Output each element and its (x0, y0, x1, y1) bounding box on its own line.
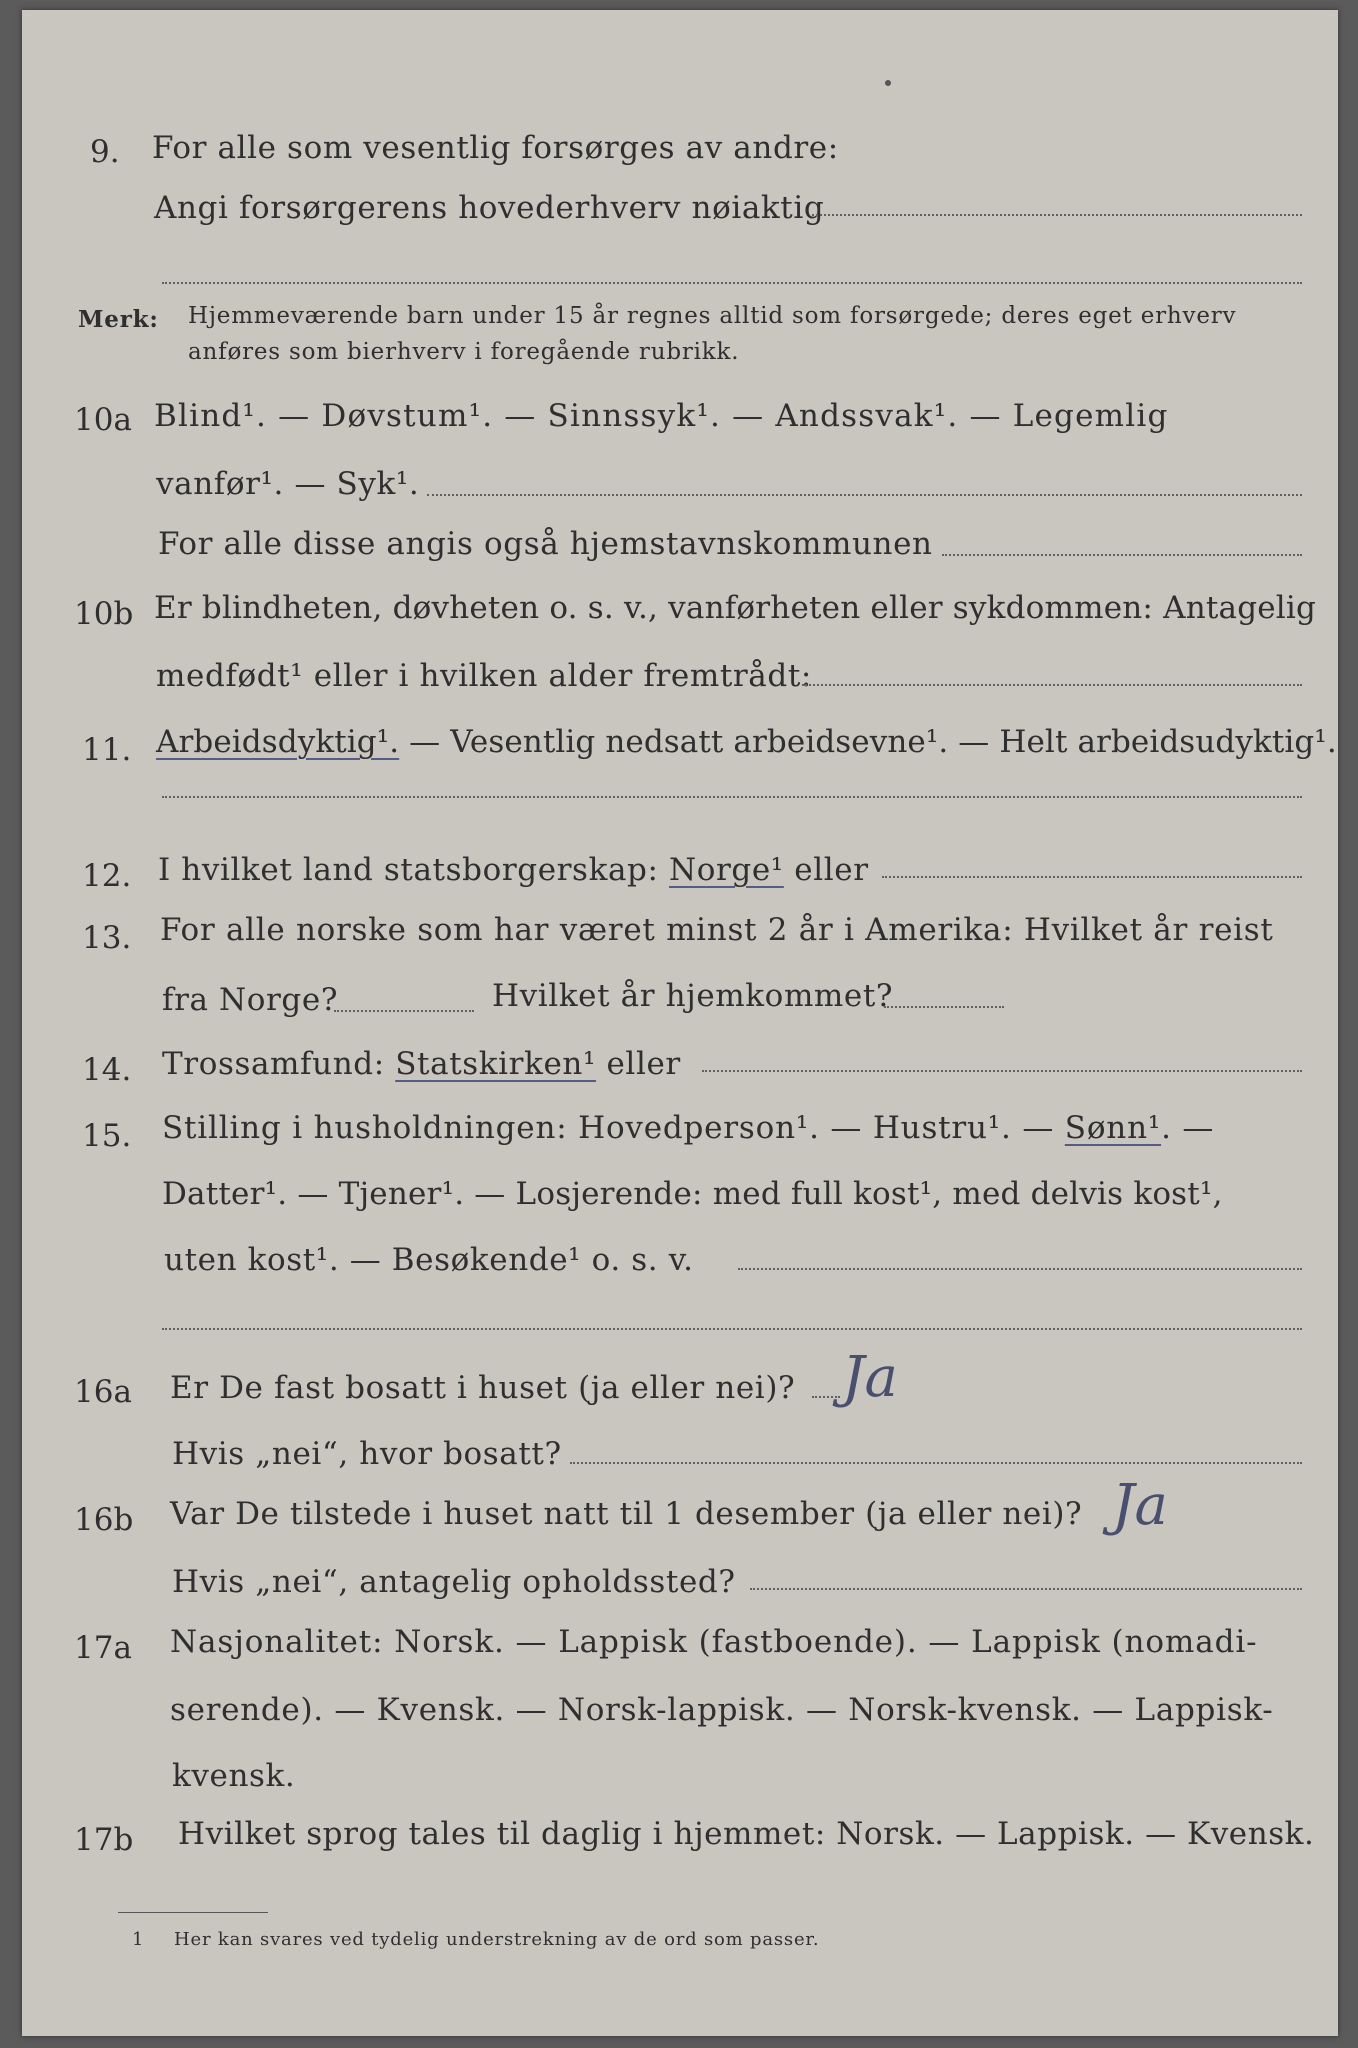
q10b-answer-line (802, 684, 1302, 686)
q15-line3: uten kost¹. — Besøkende¹ o. s. v. (164, 1242, 694, 1278)
q16a-number: 16a (74, 1374, 132, 1410)
q17b-number: 17b (74, 1822, 134, 1858)
q12-after: eller (794, 852, 869, 888)
q10b-line1: Er blindheten, døvheten o. s. v., vanførheten eller sykdommen: Antagelig (154, 590, 1317, 626)
q9-answer-line (812, 214, 1302, 216)
q15-number: 15. (82, 1118, 132, 1154)
census-form-page (22, 10, 1338, 2036)
q11-line (156, 722, 1337, 762)
q15-line1-a: Stilling i husholdningen: Hovedperson¹. — Hustru¹. — (162, 1110, 1055, 1146)
q12-line (158, 850, 869, 890)
merk-label: Merk: (78, 306, 159, 333)
q15-line1 (162, 1108, 1214, 1148)
q13-number: 13. (82, 920, 132, 956)
q14-line (162, 1044, 681, 1084)
q16b-number: 16b (74, 1502, 134, 1538)
q17a-line2: serende). — Kvensk. — Norsk-lappisk. — Norsk-kvensk. — Lappisk- (170, 1692, 1274, 1728)
q16b-handwritten-answer: Ja (1112, 1473, 1168, 1538)
q16b-line1: Var De tilstede i huset natt til 1 desember (ja eller nei)? (170, 1496, 1083, 1532)
q14-underlined-answer: Statskirken¹ (395, 1046, 597, 1082)
q17a-line1: Nasjonalitet: Norsk. — Lappisk (fastboende). — Lappisk (nomadi- (170, 1624, 1258, 1660)
q9-line1: For alle som vesentlig forsørges av andre: (152, 130, 839, 166)
q13-line1: For alle norske som har været minst 2 år i Amerika: Hvilket år reist (160, 912, 1274, 948)
footnote-text: Her kan svares ved tydelig understrekning av de ord som passer. (174, 1929, 820, 1950)
merk-line2: anføres som bierhverv i foregående rubrikk. (188, 339, 740, 365)
q10a-line1: Blind¹. — Døvstum¹. — Sinnssyk¹. — Andssvak¹. — Legemlig (154, 398, 1169, 434)
q12-answer-line (882, 876, 1302, 878)
q10a-answer-line (427, 494, 1302, 496)
q11-underlined-answer: Arbeidsdyktig¹. (156, 724, 400, 760)
q12-underlined-answer: Norge¹ (669, 852, 784, 888)
q11-number: 11. (82, 732, 132, 768)
q10b-number: 10b (74, 596, 134, 632)
q16b-line2: Hvis „nei“, antagelig opholdssted? (172, 1564, 736, 1600)
q16b-answer-line (750, 1588, 1302, 1590)
q16a-answer-line (812, 1396, 840, 1398)
q15-line2: Datter¹. — Tjener¹. — Losjerende: med full kost¹, med delvis kost¹, (162, 1176, 1223, 1212)
q9-number: 9. (90, 134, 120, 170)
q15-answer-line-2 (162, 1328, 1302, 1330)
q12-before: I hvilket land statsborgerskap: (158, 852, 659, 888)
q16a-handwritten-answer: Ja (842, 1345, 898, 1410)
footnote-rule (118, 1912, 268, 1913)
q10a-line2: vanfør¹. — Syk¹. (156, 466, 420, 502)
q16a-line1: Er De fast bosatt i huset (ja eller nei)? (170, 1370, 796, 1406)
q17a-number: 17a (74, 1630, 132, 1666)
q15-underlined-answer: Sønn¹ (1064, 1110, 1162, 1146)
q15-line1-b: . — (1161, 1110, 1215, 1146)
q10a-line3: For alle disse angis også hjemstavnskommunen (158, 526, 933, 562)
q10a-number: 10a (74, 402, 132, 438)
q16a-answer-line-2 (570, 1462, 1302, 1464)
q11-rest: — Vesentlig nedsatt arbeidsevne¹. — Helt arbeidsudyktig¹. (409, 724, 1337, 760)
q15-answer-line (738, 1268, 1302, 1270)
q10a-answer-line-2 (942, 554, 1302, 556)
q14-answer-line (702, 1070, 1302, 1072)
ink-spot (885, 80, 891, 86)
q9-line2: Angi forsørgerens hovederhverv nøiaktig (154, 190, 825, 226)
q13-line2a: fra Norge? (162, 982, 339, 1018)
q14-after: eller (606, 1046, 681, 1082)
q9-answer-line-2 (162, 282, 1302, 284)
q10b-line2: medfødt¹ eller i hvilken alder fremtrådt: (156, 658, 812, 694)
merk-line1: Hjemmeværende barn under 15 år regnes alltid som forsørgede; deres eget erhverv (188, 303, 1237, 329)
q14-number: 14. (82, 1052, 132, 1088)
q17b-line1: Hvilket sprog tales til daglig i hjemmet: Norsk. — Lappisk. — Kvensk. (178, 1816, 1315, 1852)
q11-answer-line (162, 796, 1302, 798)
q14-before: Trossamfund: (162, 1046, 385, 1082)
q16a-line2: Hvis „nei“, hvor bosatt? (172, 1436, 562, 1472)
q13-line2b: Hvilket år hjemkommet? (492, 978, 894, 1014)
q17a-line3: kvensk. (172, 1758, 296, 1794)
footnote-mark: 1 (132, 1929, 145, 1950)
q12-number: 12. (82, 858, 132, 894)
q13-year-left-line (334, 1010, 474, 1012)
q13-year-returned-line (884, 1006, 1004, 1008)
